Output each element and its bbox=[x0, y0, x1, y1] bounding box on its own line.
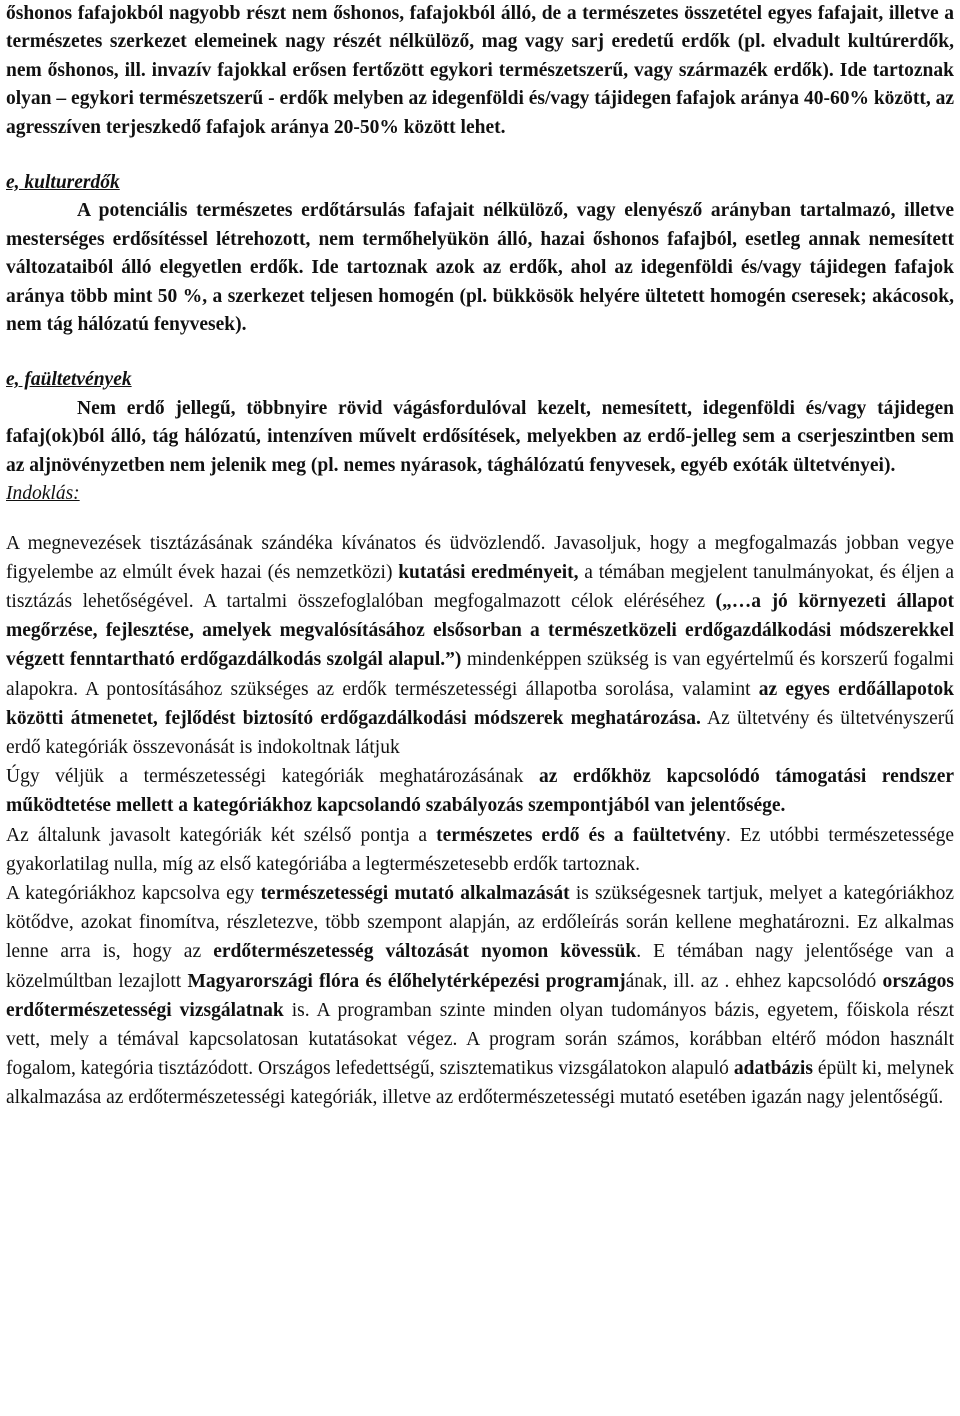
bold-text-run: („…a jó környezeti állapot megőrzése, fejlesztése, amelyek megvalósításához elsősorban a természetközeli erdőgazdálkodási módszerekkel végzett fenntartható erdőgazdálkodás szolgál alapul.”) bbox=[6, 590, 954, 671]
spacer bbox=[6, 339, 954, 366]
bold-text-run: erdőtermészetesség változását nyomon kövessük bbox=[213, 941, 637, 963]
text-run: Az ültetvény és ültetvényszerű erdő kategóriák összevonását is indokoltnak látjuk bbox=[6, 707, 954, 758]
text-run: Az általunk javasolt kategóriák két szélső pontja a bbox=[6, 824, 437, 846]
section-heading-faultetvenyek: e, faültetvények bbox=[6, 369, 132, 391]
text-run: mindenképpen szükség is van egyértelmű és korszerű fogalmi alapokra. A pontosításához szükséges az erdők természetességi állapotba sorolása, valamint bbox=[6, 649, 954, 700]
bold-text-run: Magyarországi flóra és élőhelytérképezési programj bbox=[187, 970, 626, 992]
text-run: A kategóriákhoz kapcsolva egy bbox=[6, 882, 261, 904]
section-heading-kulturerdok: e, kulturerdők bbox=[6, 172, 120, 194]
text-run: is. A programban szinte minden olyan tudományos bázis, egyetem, főiskola részt vett, mely a témával kapcsolatosan kutatásokat végez. A program során számos, korábban eltérő módon használt fogalom, kategória tisztázódott. Országos lefedettségű, szisztematikus vizsgálatokon alapuló bbox=[6, 999, 954, 1080]
text-run: . Ez utóbbi természetessége gyakorlatilag nulla, míg az első kategóriába a legtermészetesebb erdők tartoznak. bbox=[6, 824, 955, 875]
bold-text-run: adatbázis bbox=[733, 1058, 813, 1080]
indoklas-paragraph-2 bbox=[6, 762, 954, 820]
spacer bbox=[6, 509, 954, 529]
bold-text-run: az erdőkhöz kapcsolódó támogatási rendszer működtetése mellett a kategóriákhoz kapcsolandó szabályozás szempontjából van jelentősége. bbox=[6, 766, 954, 817]
indoklas-paragraph-1 bbox=[6, 529, 954, 763]
text-run: A megnevezések tisztázásának szándéka kívánatos és üdvözlendő. Javasoljuk, hogy a megfogalmazás jobban vegye figyelembe az elmúlt évek hazai (és nemzetközi) bbox=[6, 532, 954, 583]
indoklas-paragraph-4 bbox=[6, 879, 954, 1113]
text-run: épült ki, melynek alkalmazása az erdőtermészetességi kategóriák, illetve az erdőtermészetességi mutató esetében igazán nagy jelentőségű. bbox=[6, 1058, 954, 1109]
bold-text-run: kutatási eredményeit, bbox=[398, 561, 579, 583]
kulturerdok-paragraph: A potenciális természetes erdőtársulás fafajait nélkülöző, vagy elenyésző arányban tartalmazó, illetve mesterséges erdősítéssel létrehozott, nem termőhelyükön álló, hazai őshonos fafajból, esetleg annak nemesített változataiból álló elegyetlen erdők. Ide tartoznak azok az erdők, ahol az idegenföldi és/vagy tájidegen fafajok aránya több mint 50 %, a szerkezet teljesen homogén (pl. bükkösök helyére ültetett homogén cseresek; akácosok, nem tág hálózatú fenyvesek). bbox=[6, 200, 954, 336]
text-run: ának, ill. az . ehhez kapcsolódó bbox=[625, 970, 883, 992]
bold-text-run: természetes erdő és a faültetvény bbox=[436, 824, 726, 846]
bold-text-run: az egyes erdőállapotok közötti átmenetet, fejlődést biztosító erdőgazdálkodási módszerek meghatározása. bbox=[6, 678, 954, 729]
spacer bbox=[6, 142, 954, 169]
text-run: . E témában nagy jelentősége van a közelmúltban lezajlott bbox=[6, 941, 955, 992]
bold-text-run: országos erdőtermészetességi vizsgálatnak bbox=[6, 970, 954, 1021]
intro-paragraph: őshonos fafajokból nagyobb részt nem őshonos, fafajokból álló, de a természetes összetétel egyes fafajait, illetve a természetes szerkezet elemeinek nagy részét nélkülöző, mag vagy sarj eredetű erdők (pl. elvadult kultúrerdők, nem őshonos, ill. invazív fajokkal erősen fertőzött egykori természetszerű, vagy származék erdők). Ide tartoznak olyan – egykori természetszerű - erdők melyben az idegenföldi és/vagy tájidegen fafajok aránya 40-60% között, az agresszíven terjeszkedő fafajok aránya 20-50% között lehet. bbox=[6, 3, 954, 138]
text-run: Úgy véljük a természetességi kategóriák meghatározásának bbox=[6, 766, 539, 788]
text-run: a témában megjelent tanulmányokat, és éljen a tisztázás lehetőségével. A tartalmi összefoglalóban megfogalmazott célok eléréséhez bbox=[6, 561, 954, 612]
text-run: is szükségesnek tartjuk, melyet a kategóriákhoz kötődve, azokat finomítva, részletezve, több szempont alapján, az erdőleírás során kellene meghatározni. Ez alkalmas lenne arra is, hogy az bbox=[6, 882, 954, 963]
indoklas-heading: Indoklás: bbox=[6, 483, 80, 505]
bold-text-run: természetességi mutató alkalmazását bbox=[260, 882, 570, 904]
faultetvenyek-paragraph: Nem erdő jellegű, többnyire rövid vágásfordulóval kezelt, nemesített, idegenföldi és/vagy tájidegen fafaj(ok)ból álló, tág hálózatú, intenzíven művelt erdősítések, melyekben az erdő-jelleg sem a cserjeszintben sem az aljnövényzetben nem jelenik meg (pl. nemes nyárasok, tághálózatú fenyvesek, egyéb exóták ültetvényei). bbox=[6, 397, 954, 476]
indoklas-paragraph-3 bbox=[6, 821, 954, 879]
